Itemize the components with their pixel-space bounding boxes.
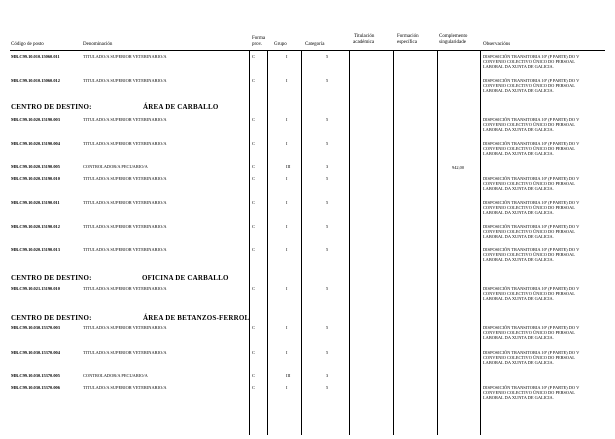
row-denominacion: TITULADO/A SUPERIOR VETERINARIO/A bbox=[83, 224, 167, 229]
row-grupo: I bbox=[286, 200, 288, 205]
row-observacions bbox=[483, 325, 605, 341]
row-categoria: 5 bbox=[326, 385, 329, 390]
observation-line: CONVENIO COLECTIVO ÚNICO DO PERSOAL bbox=[483, 146, 575, 152]
row-code: MR.C99.10.030.15370.005 bbox=[11, 373, 60, 378]
row-categoria: 5 bbox=[326, 54, 329, 59]
row-forma: C bbox=[252, 164, 255, 169]
observation-line: LABORAL DA XUNTA DE GALICIA. bbox=[483, 296, 554, 302]
row-code: MR.C99.10.010.15060.012 bbox=[11, 78, 60, 83]
observation-line: CONVENIO COLECTIVO ÚNICO DO PERSOAL bbox=[483, 59, 575, 65]
observation-line: DISPOSICIÓN TRANSITORIA 10ª (P PARTE) DO V bbox=[483, 385, 580, 390]
observation-line: DISPOSICIÓN TRANSITORIA 10ª (P PARTE) DO V bbox=[483, 350, 580, 355]
observation-line: LABORAL DA XUNTA DE GALICIA. bbox=[483, 257, 554, 263]
observation-line: CONVENIO COLECTIVO ÚNICO DO PERSOAL bbox=[483, 355, 575, 361]
row-observacions bbox=[483, 286, 605, 302]
observation-line: CONVENIO COLECTIVO ÚNICO DO PERSOAL bbox=[483, 390, 575, 396]
observation-line: DISPOSICIÓN TRANSITORIA 10ª (P PARTE) DO V bbox=[483, 247, 580, 252]
column-divider bbox=[480, 51, 481, 435]
observation-line: DISPOSICIÓN TRANSITORIA 10ª (P PARTE) DO V bbox=[483, 141, 580, 146]
observation-line: LABORAL DA XUNTA DE GALICIA. bbox=[483, 88, 554, 94]
row-categoria: 5 bbox=[326, 325, 329, 330]
row-denominacion: TITULADO/A SUPERIOR VETERINARIO/A bbox=[83, 385, 167, 390]
row-grupo: I bbox=[286, 247, 288, 252]
row-code: MR.C99.10.030.15370.004 bbox=[11, 350, 60, 355]
row-observacions bbox=[483, 117, 605, 133]
row-grupo: III bbox=[286, 164, 291, 169]
row-grupo: III bbox=[286, 373, 291, 378]
row-code: MR.C99.10.020.15190.004 bbox=[11, 141, 60, 146]
row-denominacion: TITULADO/A SUPERIOR VETERINARIO/A bbox=[83, 350, 167, 355]
row-denominacion: CONTROLADOR/A PECUARIO/A bbox=[83, 164, 148, 169]
header-complemento-line1: Complemento bbox=[439, 34, 468, 39]
section-header bbox=[11, 274, 311, 283]
row-code: MR.C99.10.020.15190.003 bbox=[11, 117, 60, 122]
observation-line: LABORAL DA XUNTA DE GALICIA. bbox=[483, 127, 554, 133]
row-observacions bbox=[483, 224, 605, 240]
row-code: MR.C99.10.020.15190.012 bbox=[11, 224, 60, 229]
row-forma: C bbox=[252, 286, 255, 291]
row-grupo: I bbox=[286, 224, 288, 229]
header-formacion-line2: específica bbox=[397, 40, 417, 45]
row-forma: C bbox=[252, 325, 255, 330]
header-grupo: Grupo bbox=[274, 42, 287, 47]
header-categoria: Categoría bbox=[305, 42, 325, 47]
observation-line: CONVENIO COLECTIVO ÚNICO DO PERSOAL bbox=[483, 181, 575, 187]
observation-line: LABORAL DA XUNTA DE GALICIA. bbox=[483, 234, 554, 240]
observation-line: LABORAL DA XUNTA DE GALICIA. bbox=[483, 151, 554, 157]
row-categoria: 5 bbox=[326, 176, 329, 181]
row-categoria: 5 bbox=[326, 350, 329, 355]
column-divider bbox=[249, 51, 250, 435]
section-label: CENTRO DE DESTINO: bbox=[11, 314, 92, 322]
header-titulacion-line1: Titulación bbox=[354, 34, 375, 39]
row-categoria: 5 bbox=[326, 200, 329, 205]
row-forma: C bbox=[252, 117, 255, 122]
row-code: MR.C99.10.020.15190.010 bbox=[11, 176, 60, 181]
observation-line: CONVENIO COLECTIVO ÚNICO DO PERSOAL bbox=[483, 252, 575, 258]
section-name: OFICINA DE CARBALLO bbox=[142, 274, 229, 282]
row-denominacion: TITULADO/A SUPERIOR VETERINARIO/A bbox=[83, 200, 167, 205]
row-observacions bbox=[483, 141, 605, 157]
row-grupo: I bbox=[286, 78, 288, 83]
row-denominacion: TITULADO/A SUPERIOR VETERINARIO/A bbox=[83, 325, 167, 330]
row-forma: C bbox=[252, 176, 255, 181]
row-grupo: I bbox=[286, 385, 288, 390]
row-grupo: I bbox=[286, 286, 288, 291]
row-grupo: I bbox=[286, 325, 288, 330]
section-name: ÁREA DE CARBALLO bbox=[143, 103, 219, 111]
row-observacions bbox=[483, 247, 605, 263]
header-denominacion: Denominación bbox=[83, 42, 113, 47]
row-code: MR.C99.10.020.15190.013 bbox=[11, 247, 60, 252]
row-grupo: I bbox=[286, 350, 288, 355]
row-categoria: 5 bbox=[326, 224, 329, 229]
observation-line: LABORAL DA XUNTA DE GALICIA. bbox=[483, 395, 554, 401]
observation-line: LABORAL DA XUNTA DE GALICIA. bbox=[483, 64, 554, 70]
row-observacions bbox=[483, 54, 605, 70]
observation-line: DISPOSICIÓN TRANSITORIA 10ª (P PARTE) DO V bbox=[483, 54, 580, 59]
row-observacions bbox=[483, 350, 605, 366]
header-complemento-line2: singularidade bbox=[439, 40, 466, 45]
observation-line: DISPOSICIÓN TRANSITORIA 10ª (P PARTE) DO V bbox=[483, 176, 580, 181]
observation-line: CONVENIO COLECTIVO ÚNICO DO PERSOAL bbox=[483, 291, 575, 297]
row-categoria: 3 bbox=[326, 373, 329, 378]
row-observacions bbox=[483, 385, 605, 401]
column-divider bbox=[437, 51, 438, 435]
row-categoria: 5 bbox=[326, 78, 329, 83]
column-divider bbox=[301, 51, 302, 435]
row-categoria: 5 bbox=[326, 141, 329, 146]
row-code: MR.C99.10.021.15190.010 bbox=[11, 286, 60, 291]
column-divider bbox=[349, 51, 350, 435]
row-forma: C bbox=[252, 385, 255, 390]
section-header bbox=[11, 314, 311, 323]
header-forma-line1: Forma bbox=[252, 36, 266, 41]
row-forma: C bbox=[252, 247, 255, 252]
row-observacions bbox=[483, 200, 605, 216]
section-label: CENTRO DE DESTINO: bbox=[11, 103, 92, 111]
observation-line: LABORAL DA XUNTA DE GALICIA. bbox=[483, 210, 554, 216]
row-denominacion: TITULADO/A SUPERIOR VETERINARIO/A bbox=[83, 78, 167, 83]
observation-line: DISPOSICIÓN TRANSITORIA 10ª (P PARTE) DO V bbox=[483, 325, 580, 330]
observation-line: DISPOSICIÓN TRANSITORIA 10ª (P PARTE) DO V bbox=[483, 224, 580, 229]
row-forma: C bbox=[252, 141, 255, 146]
row-denominacion: TITULADO/A SUPERIOR VETERINARIO/A bbox=[83, 141, 167, 146]
row-observacions bbox=[483, 78, 605, 94]
row-grupo: I bbox=[286, 117, 288, 122]
row-denominacion: TITULADO/A SUPERIOR VETERINARIO/A bbox=[83, 286, 167, 291]
section-label: CENTRO DE DESTINO: bbox=[11, 274, 92, 282]
header-titulacion-line2: académica bbox=[353, 40, 375, 45]
observation-line: DISPOSICIÓN TRANSITORIA 10ª (P PARTE) DO V bbox=[483, 200, 580, 205]
row-denominacion: TITULADO/A SUPERIOR VETERINARIO/A bbox=[83, 176, 167, 181]
row-denominacion: TITULADO/A SUPERIOR VETERINARIO/A bbox=[83, 54, 167, 59]
row-forma: C bbox=[252, 78, 255, 83]
row-forma: C bbox=[252, 373, 255, 378]
row-forma: C bbox=[252, 224, 255, 229]
observation-line: DISPOSICIÓN TRANSITORIA 10ª (P PARTE) DO V bbox=[483, 117, 580, 122]
observation-line: DISPOSICIÓN TRANSITORIA 10ª (P PARTE) DO V bbox=[483, 286, 580, 291]
observation-line: LABORAL DA XUNTA DE GALICIA. bbox=[483, 186, 554, 192]
observation-line: CONVENIO COLECTIVO ÚNICO DO PERSOAL bbox=[483, 122, 575, 128]
row-code: MR.C99.10.020.15190.005 bbox=[11, 164, 60, 169]
row-categoria: 3 bbox=[326, 164, 329, 169]
observation-line: CONVENIO COLECTIVO ÚNICO DO PERSOAL bbox=[483, 205, 575, 211]
row-denominacion: CONTROLADOR/A PECUARIO/A bbox=[83, 373, 148, 378]
observation-line: CONVENIO COLECTIVO ÚNICO DO PERSOAL bbox=[483, 330, 575, 336]
row-denominacion: TITULADO/A SUPERIOR VETERINARIO/A bbox=[83, 117, 167, 122]
row-categoria: 5 bbox=[326, 286, 329, 291]
section-header bbox=[11, 103, 311, 112]
row-categoria: 5 bbox=[326, 247, 329, 252]
observation-line: CONVENIO COLECTIVO ÚNICO DO PERSOAL bbox=[483, 83, 575, 89]
row-code: MR.C99.10.030.15370.006 bbox=[11, 385, 60, 390]
header-rule bbox=[10, 50, 605, 51]
row-code: MR.C99.10.010.15060.011 bbox=[11, 54, 60, 59]
header-observacions: Observacións bbox=[483, 42, 511, 47]
column-divider bbox=[393, 51, 394, 435]
observation-line: DISPOSICIÓN TRANSITORIA 10ª (P PARTE) DO V bbox=[483, 78, 580, 83]
row-code: MR.C99.10.020.15190.011 bbox=[11, 200, 60, 205]
observation-line: LABORAL DA XUNTA DE GALICIA. bbox=[483, 335, 554, 341]
header-forma-line2: prov. bbox=[252, 42, 263, 47]
row-grupo: I bbox=[286, 54, 288, 59]
header-formacion-line1: Formación bbox=[397, 34, 419, 39]
observation-line: LABORAL DA XUNTA DE GALICIA. bbox=[483, 360, 554, 366]
section-name: ÁREA DE BETANZOS-FERROL bbox=[143, 314, 250, 322]
row-denominacion: TITULADO/A SUPERIOR VETERINARIO/A bbox=[83, 247, 167, 252]
row-grupo: I bbox=[286, 176, 288, 181]
row-code: MR.C99.10.030.15370.003 bbox=[11, 325, 60, 330]
row-observacions bbox=[483, 176, 605, 192]
column-divider bbox=[267, 51, 268, 435]
header-codigo: Código de posto bbox=[11, 42, 44, 47]
row-forma: C bbox=[252, 200, 255, 205]
row-forma: C bbox=[252, 350, 255, 355]
row-grupo: I bbox=[286, 141, 288, 146]
observation-line: CONVENIO COLECTIVO ÚNICO DO PERSOAL bbox=[483, 229, 575, 235]
row-categoria: 5 bbox=[326, 117, 329, 122]
row-forma: C bbox=[252, 54, 255, 59]
row-complemento: 942,00 bbox=[452, 165, 465, 170]
